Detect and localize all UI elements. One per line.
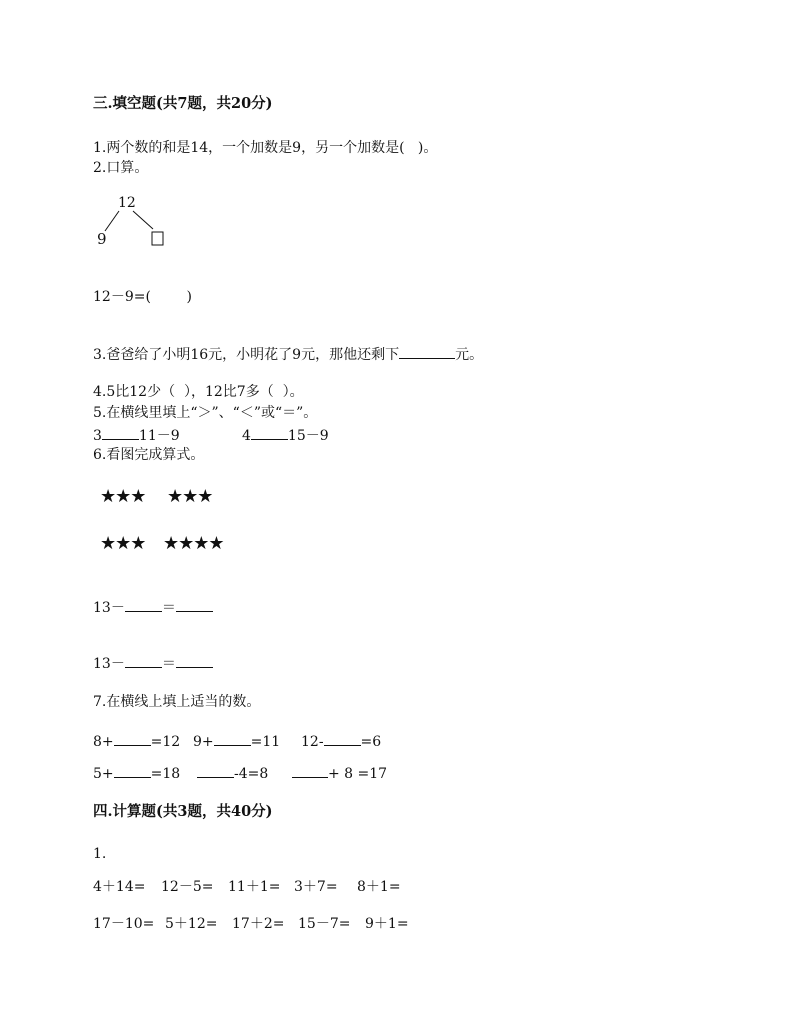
star-group-2: ★★★ [167, 486, 213, 507]
calc-row1-item: 12－5= [161, 879, 214, 895]
q7-text: =12 [150, 734, 181, 750]
q7-text: -4=8 [234, 766, 269, 782]
compare-a-blank[interactable] [102, 425, 139, 440]
section-4-heading: 四.计算题(共3题，共40分) [93, 803, 273, 820]
bond-right-branch [133, 211, 153, 229]
compare-a-right: 11－9 [138, 428, 180, 444]
q7-text: 12- [301, 734, 324, 750]
q7-text: =18 [150, 766, 181, 782]
q7-row1-b [193, 731, 280, 751]
question-6-expression-2 [93, 653, 213, 673]
star-group-4: ★★★★ [163, 533, 224, 554]
question-1: 1.两个数的和是14，一个加数是9，另一个加数是( )。 [93, 140, 438, 156]
expr-equals: ＝ [161, 600, 176, 616]
expr-prefix: 13－ [93, 600, 125, 616]
bond-top-number: 12 [118, 195, 136, 211]
q7-text: 5+ [93, 766, 114, 782]
section-3-heading: 三.填空题(共7题，共20分) [93, 95, 273, 112]
calc-row2-item: 17－10= [93, 916, 155, 932]
q7-r1-b-blank[interactable] [214, 731, 251, 746]
number-bond-diagram [95, 205, 175, 255]
compare-b-right: 15－9 [287, 428, 329, 444]
compare-a-left: 3 [93, 428, 102, 444]
calc-row2-item: 15－7= [298, 916, 351, 932]
calc-row1-item: 4＋14= [93, 879, 146, 895]
question-3-unit: 元。 [455, 347, 484, 363]
compare-b-left: 4 [242, 428, 251, 444]
expr-1-blank-a[interactable] [125, 597, 162, 612]
expr-2-blank-b[interactable] [176, 653, 213, 668]
q7-text: 9+ [193, 734, 214, 750]
q7-r1-c-blank[interactable] [324, 731, 361, 746]
question-2-expression: 12－9=( ) [93, 289, 192, 305]
question-5: 5.在横线里填上“＞”、“＜”或“＝”。 [93, 405, 318, 421]
bond-left-branch [105, 211, 119, 231]
q7-text: =11 [250, 734, 281, 750]
q7-text: 8+ [93, 734, 114, 750]
q7-row2-c [292, 763, 387, 783]
question-5-compare-a [93, 425, 180, 445]
q7-r2-a-blank[interactable] [114, 763, 151, 778]
q7-row1-a [93, 731, 180, 751]
star-group-1: ★★★ [100, 486, 146, 507]
question-4: 4.5比12少（ ），12比7多（ ）。 [93, 384, 304, 400]
q7-row2-a [93, 763, 180, 783]
q7-text: =6 [360, 734, 382, 750]
question-2: 2.口算。 [93, 160, 149, 176]
star-group-3: ★★★ [100, 533, 146, 554]
question-3 [93, 344, 483, 364]
calc-row1-item: 3＋7= [294, 879, 338, 895]
q7-row2-b [197, 763, 268, 783]
q7-text: + 8 =17 [328, 766, 388, 782]
expr-prefix: 13－ [93, 656, 125, 672]
question-7: 7.在横线上填上适当的数。 [93, 694, 261, 710]
question-6: 6.看图完成算式。 [93, 447, 205, 463]
expr-1-blank-b[interactable] [176, 597, 213, 612]
calc-row1-item: 11＋1= [228, 879, 281, 895]
question-6-expression-1 [93, 597, 213, 617]
question-3-text: 3.爸爸给了小明16元，小明花了9元，那他还剩下 [93, 347, 400, 363]
compare-b-blank[interactable] [251, 425, 288, 440]
q7-row1-c [301, 731, 381, 751]
calc-row2-item: 9＋1= [365, 916, 409, 932]
expr-2-blank-a[interactable] [125, 653, 162, 668]
calc-question-1: 1. [93, 846, 107, 862]
q7-r1-a-blank[interactable] [114, 731, 151, 746]
q7-r2-b-blank[interactable] [197, 763, 234, 778]
bond-answer-box [152, 232, 163, 245]
calc-row1-item: 8＋1= [357, 879, 401, 895]
calc-row2-item: 17＋2= [232, 916, 285, 932]
calc-row2-item: 5＋12= [165, 916, 218, 932]
q7-r2-c-blank[interactable] [292, 763, 328, 778]
expr-equals: ＝ [161, 656, 176, 672]
bond-left-number: 9 [97, 230, 107, 248]
question-5-compare-b [242, 425, 329, 445]
question-3-blank[interactable] [399, 344, 455, 359]
